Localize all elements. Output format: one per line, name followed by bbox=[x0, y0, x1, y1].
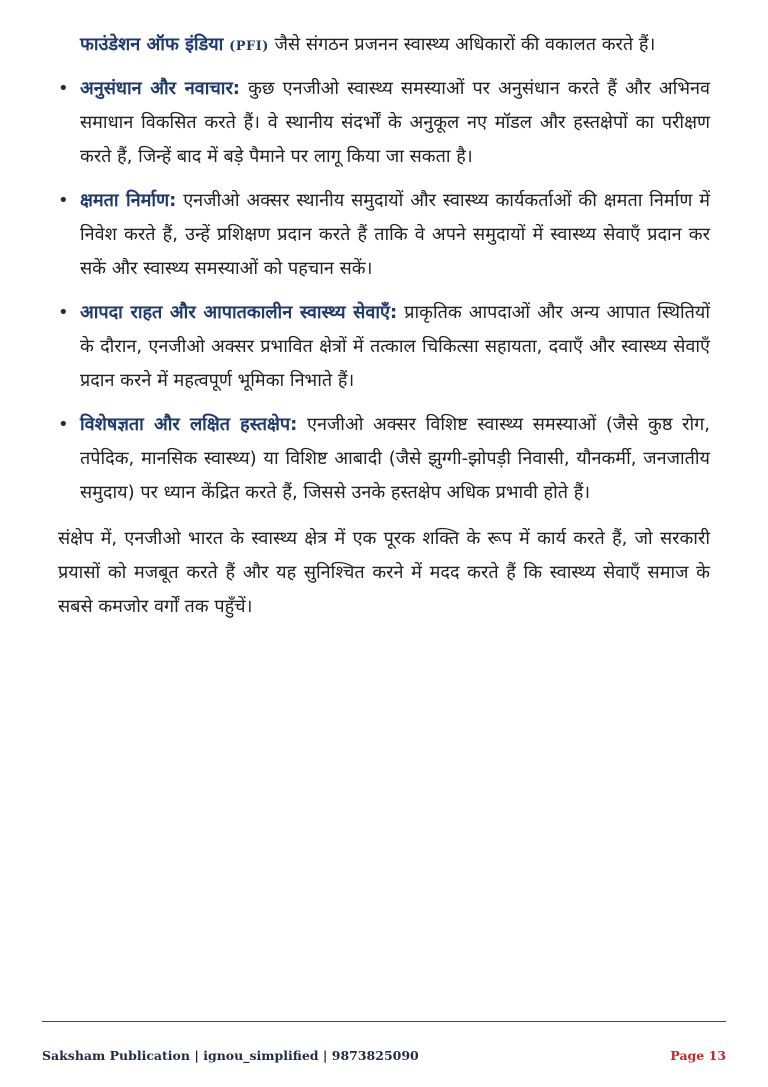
footer-divider bbox=[42, 1021, 726, 1022]
bullet-marker: • bbox=[58, 190, 69, 211]
list-item-text: एनजीओ अक्सर स्थानीय समुदायों और स्वास्थ्य कार्यकर्ताओं की क्षमता निर्माण में निवेश करते हैं, उन्हें प्रशिक्षण प्रदान करते हैं ताकि वे अपने समुदायों में स्वास्थ्य सेवाएँ प्रदान कर सकें और स्वास्थ्य समस्याओं को पहचान सकें। bbox=[80, 190, 710, 279]
list-item bbox=[58, 408, 710, 510]
list-item-term: अनुसंधान और नवाचार: bbox=[80, 78, 241, 99]
summary-paragraph: संक्षेप में, एनजीओ भारत के स्वास्थ्य क्षेत्र में एक पूरक शक्ति के रूप में कार्य करते हैं, जो सरकारी प्रयासों को मजबूत करते हैं और यह सुनिश्चित करने में मदद करते हैं कि स्वास्थ्य सेवाएँ समाज के सबसे कमजोर वर्गों तक पहुँचें। bbox=[58, 528, 710, 617]
organization-name: फाउंडेशन ऑफ इंडिया bbox=[80, 34, 224, 55]
page-number: Page 13 bbox=[670, 1048, 726, 1063]
continued-paragraph-text: जैसे संगठन प्रजनन स्वास्थ्य अधिकारों की वकालत करते हैं। bbox=[268, 34, 656, 55]
bullet-marker: • bbox=[58, 302, 69, 323]
list-item-text: एनजीओ अक्सर विशिष्ट स्वास्थ्य समस्याओं (जैसे कुष्ठ रोग, तपेदिक, मानसिक स्वास्थ्य) या विशिष्ट आबादी (जैसे झुग्गी-झोपड़ी निवासी, यौनकर्मी, जनजातीय समुदाय) पर ध्यान केंद्रित करते हैं, जिससे उनके हस्तक्षेप अधिक प्रभावी होते हैं। bbox=[80, 414, 711, 503]
footer-publisher-info: Saksham Publication | ignou_simplified | 9873825090 bbox=[42, 1048, 419, 1063]
list-item bbox=[58, 296, 710, 398]
page-content bbox=[58, 28, 710, 624]
list-item-text: कुछ एनजीओ स्वास्थ्य समस्याओं पर अनुसंधान करते हैं और अभिनव समाधान विकसित करते हैं। वे स्थानीय संदर्भों के अनुकूल नए मॉडल और हस्तक्षेपों का परीक्षण करते हैं, जिन्हें बाद में बड़े पैमाने पर लागू किया जा सकता है। bbox=[80, 78, 710, 167]
bullet-marker: • bbox=[58, 78, 69, 99]
continued-paragraph bbox=[80, 28, 710, 64]
organization-abbreviation: (PFI) bbox=[229, 39, 269, 54]
list-item bbox=[58, 184, 710, 286]
list-item bbox=[58, 72, 710, 174]
list-item-term: क्षमता निर्माण: bbox=[80, 190, 177, 211]
list-item-term: विशेषज्ञता और लक्षित हस्तक्षेप: bbox=[80, 414, 298, 435]
list-item-text: प्राकृतिक आपदाओं और अन्य आपात स्थितियों के दौरान, एनजीओ अक्सर प्रभावित क्षेत्रों में तत्काल चिकित्सा सहायता, दवाएँ और स्वास्थ्य सेवाएँ प्रदान करने में महत्वपूर्ण भूमिका निभाते हैं। bbox=[80, 302, 710, 391]
list-item-term: आपदा राहत और आपातकालीन स्वास्थ्य सेवाएँ: bbox=[80, 302, 398, 323]
bullet-marker: • bbox=[58, 414, 69, 435]
ngo-roles-list bbox=[58, 72, 710, 510]
